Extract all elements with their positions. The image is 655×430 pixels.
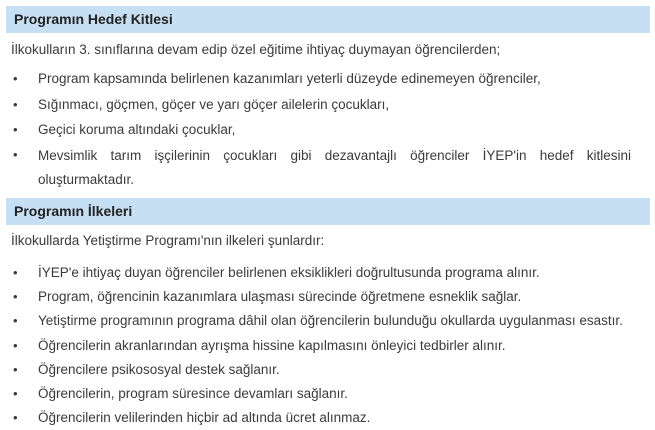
bullet-icon: • [13,265,18,280]
bullet-list-principles [11,261,631,430]
list-item-text: Öğrencilerin, program süresince devamları sağlanır. [38,386,348,402]
list-item-text: Geçici koruma altındaki çocuklar, [38,122,236,137]
section-header-principles [6,198,650,225]
list-item-text: Program kapsamında belirlenen kazanımları yeterli düzeyde edinemeyen öğrenciler, [38,71,541,86]
list-item [11,406,631,430]
list-item [11,66,631,92]
bullet-icon: • [13,289,18,305]
list-item-text: İYEP'e ihtiyaç duyan öğrenciler belirlenen eksiklikleri doğrultusunda programa alınır. [38,265,540,280]
bullet-icon: • [13,410,18,426]
section-header-target-audience [6,6,650,33]
bullet-icon: • [13,386,18,402]
list-item [11,309,631,333]
list-item [11,358,631,382]
list-item-text: Program, öğrencinin kazanımlara ulaşması sürecinde öğretmene esneklik sağlar. [38,289,522,305]
bullet-icon: • [13,313,18,329]
list-item-text: Yetiştirme programının programa dâhil olan öğrencilerin bulunduğu okullarda uygulanması esastır. [38,313,623,329]
list-item-text: Öğrencilerin akranlarından ayrışma hissine kapılmasını önleyici tedbirler alınır. [38,337,506,353]
list-item [11,334,631,358]
list-item [11,92,631,118]
list-item-text: Sığınmacı, göçmen, göçer ve yarı göçer ailelerin çocukları, [38,96,390,112]
bullet-icon: • [13,96,18,112]
list-item-text: Mevsimlik tarım işçilerinin çocukları gibi dezavantajlı öğrenciler İYEP'in hedef kitlesini oluşturmaktadır. [38,147,631,187]
section-intro: İlkokullarda Yetiştirme Programı'nın ilkeleri şunlardır: [11,233,325,248]
list-item [11,382,631,406]
section-title: Programın İlkeleri [14,203,133,219]
list-item-text: Öğrencilerin velilerinden hiçbir ad altında ücret alınmaz. [38,410,371,426]
list-item [11,285,631,309]
list-item [11,261,631,285]
list-item [11,117,631,143]
bullet-list-target-audience [11,66,631,192]
section-title: Programın Hedef Kitlesi [14,11,173,27]
list-item [11,143,631,192]
bullet-icon: • [13,146,18,162]
bullet-icon: • [13,71,18,86]
bullet-icon: • [13,337,18,353]
bullet-icon: • [13,361,18,377]
list-item-text: Öğrencilere psikososyal destek sağlanır. [38,361,280,377]
bullet-icon: • [13,122,18,137]
section-intro: İlkokulların 3. sınıflarına devam edip özel eğitime ihtiyaç duymayan öğrencilerden; [11,42,501,57]
